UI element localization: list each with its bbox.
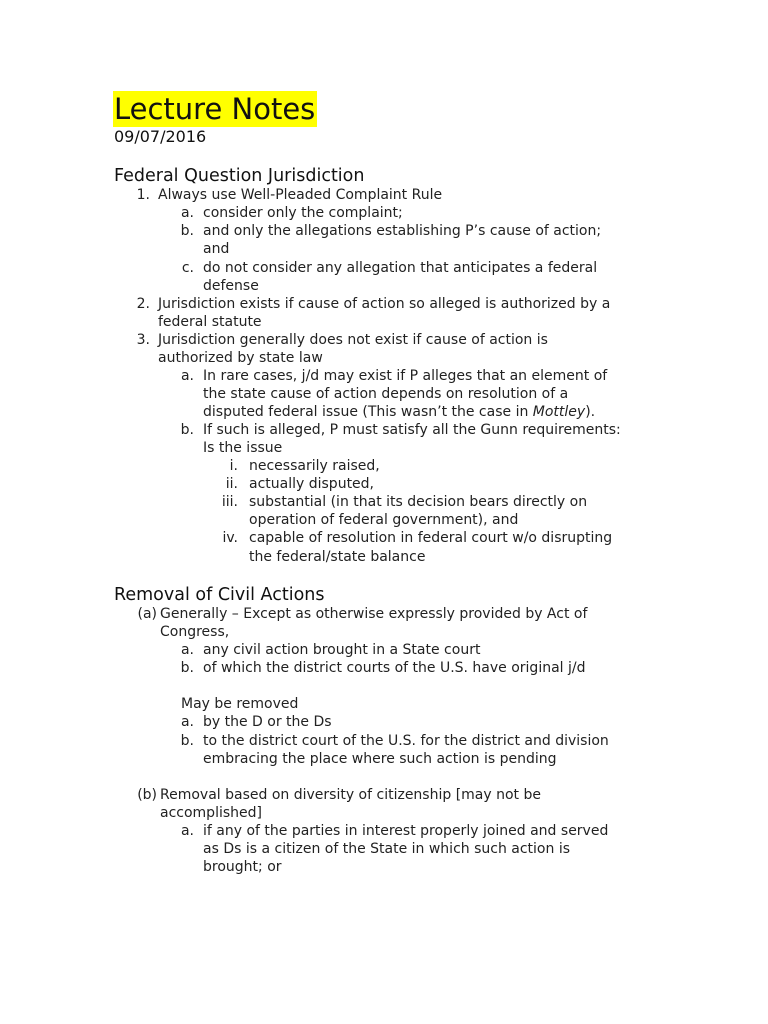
list-text: authorized by state law: [158, 350, 323, 366]
list-text: the state cause of action depends on resolution of a: [203, 386, 569, 402]
list-marker: (a): [137, 606, 157, 622]
list-marker: i.: [229, 458, 238, 474]
list-text: accomplished]: [160, 805, 262, 821]
list-text: to the district court of the U.S. for the district and division: [203, 733, 609, 749]
list-text: and only the allegations establishing P’s cause of action;: [203, 223, 602, 239]
list-text: Jurisdiction exists if cause of action so alleged is authorized by a: [158, 296, 611, 312]
text-run: disputed federal issue (This wasn’t the case in: [203, 404, 533, 420]
list-text: Removal based on diversity of citizenship [may not be: [160, 787, 541, 803]
list-marker: b.: [180, 422, 194, 438]
list-text: and: [203, 241, 230, 257]
list-text: May be removed: [181, 696, 299, 712]
list-text: the federal/state balance: [249, 549, 426, 565]
list-marker: 1.: [136, 187, 150, 203]
list-text: necessarily raised,: [249, 458, 380, 474]
page-title: Lecture Notes: [114, 92, 316, 126]
section-heading-federal-question: Federal Question Jurisdiction: [114, 166, 365, 186]
list-text: Jurisdiction generally does not exist if cause of action is: [158, 332, 548, 348]
list-marker: 2.: [136, 296, 150, 312]
list-marker: a.: [180, 205, 194, 221]
list-text: any civil action brought in a State court: [203, 642, 481, 658]
list-text: Is the issue: [203, 440, 283, 456]
list-marker: a.: [180, 823, 194, 839]
list-text: as Ds is a citizen of the State in which such action is: [203, 841, 571, 857]
list-text: Congress,: [160, 624, 230, 640]
list-text: if any of the parties in interest properly joined and served: [203, 823, 609, 839]
list-marker: ii.: [225, 476, 238, 492]
text-run: ).: [585, 404, 596, 420]
list-marker: b.: [180, 660, 194, 676]
list-marker: iv.: [222, 530, 238, 546]
list-text: Generally – Except as otherwise expressly provided by Act of: [160, 606, 588, 622]
list-marker: 3.: [136, 332, 150, 348]
list-text: of which the district courts of the U.S. have original j/d: [203, 660, 586, 676]
list-marker: (b): [137, 787, 157, 803]
list-text: If such is alleged, P must satisfy all the Gunn requirements:: [203, 422, 621, 438]
list-text: In rare cases, j/d may exist if P alleges that an element of: [203, 368, 608, 384]
list-text: brought; or: [203, 859, 282, 875]
lecture-date: 09/07/2016: [114, 127, 207, 146]
list-text: defense: [203, 278, 259, 294]
list-marker: a.: [180, 714, 194, 730]
list-text: Always use Well-Pleaded Complaint Rule: [158, 187, 443, 203]
list-text: embracing the place where such action is pending: [203, 751, 557, 767]
list-text: operation of federal government), and: [249, 512, 519, 528]
section-heading-removal: Removal of Civil Actions: [114, 585, 325, 605]
list-marker: a.: [180, 368, 194, 384]
list-marker: b.: [180, 223, 194, 239]
list-text: consider only the complaint;: [203, 205, 403, 221]
list-marker: iii.: [221, 494, 238, 510]
case-name-italic: Mottley: [532, 404, 586, 420]
list-text: [203, 403, 595, 421]
list-marker: a.: [180, 642, 194, 658]
list-text: by the D or the Ds: [203, 714, 332, 730]
list-text: substantial (in that its decision bears directly on: [249, 494, 588, 510]
list-text: actually disputed,: [249, 476, 375, 492]
list-marker: b.: [180, 733, 194, 749]
list-text: capable of resolution in federal court w/o disrupting: [249, 530, 613, 546]
list-marker: c.: [181, 260, 194, 276]
list-text: do not consider any allegation that anticipates a federal: [203, 260, 598, 276]
list-text: federal statute: [158, 314, 262, 330]
